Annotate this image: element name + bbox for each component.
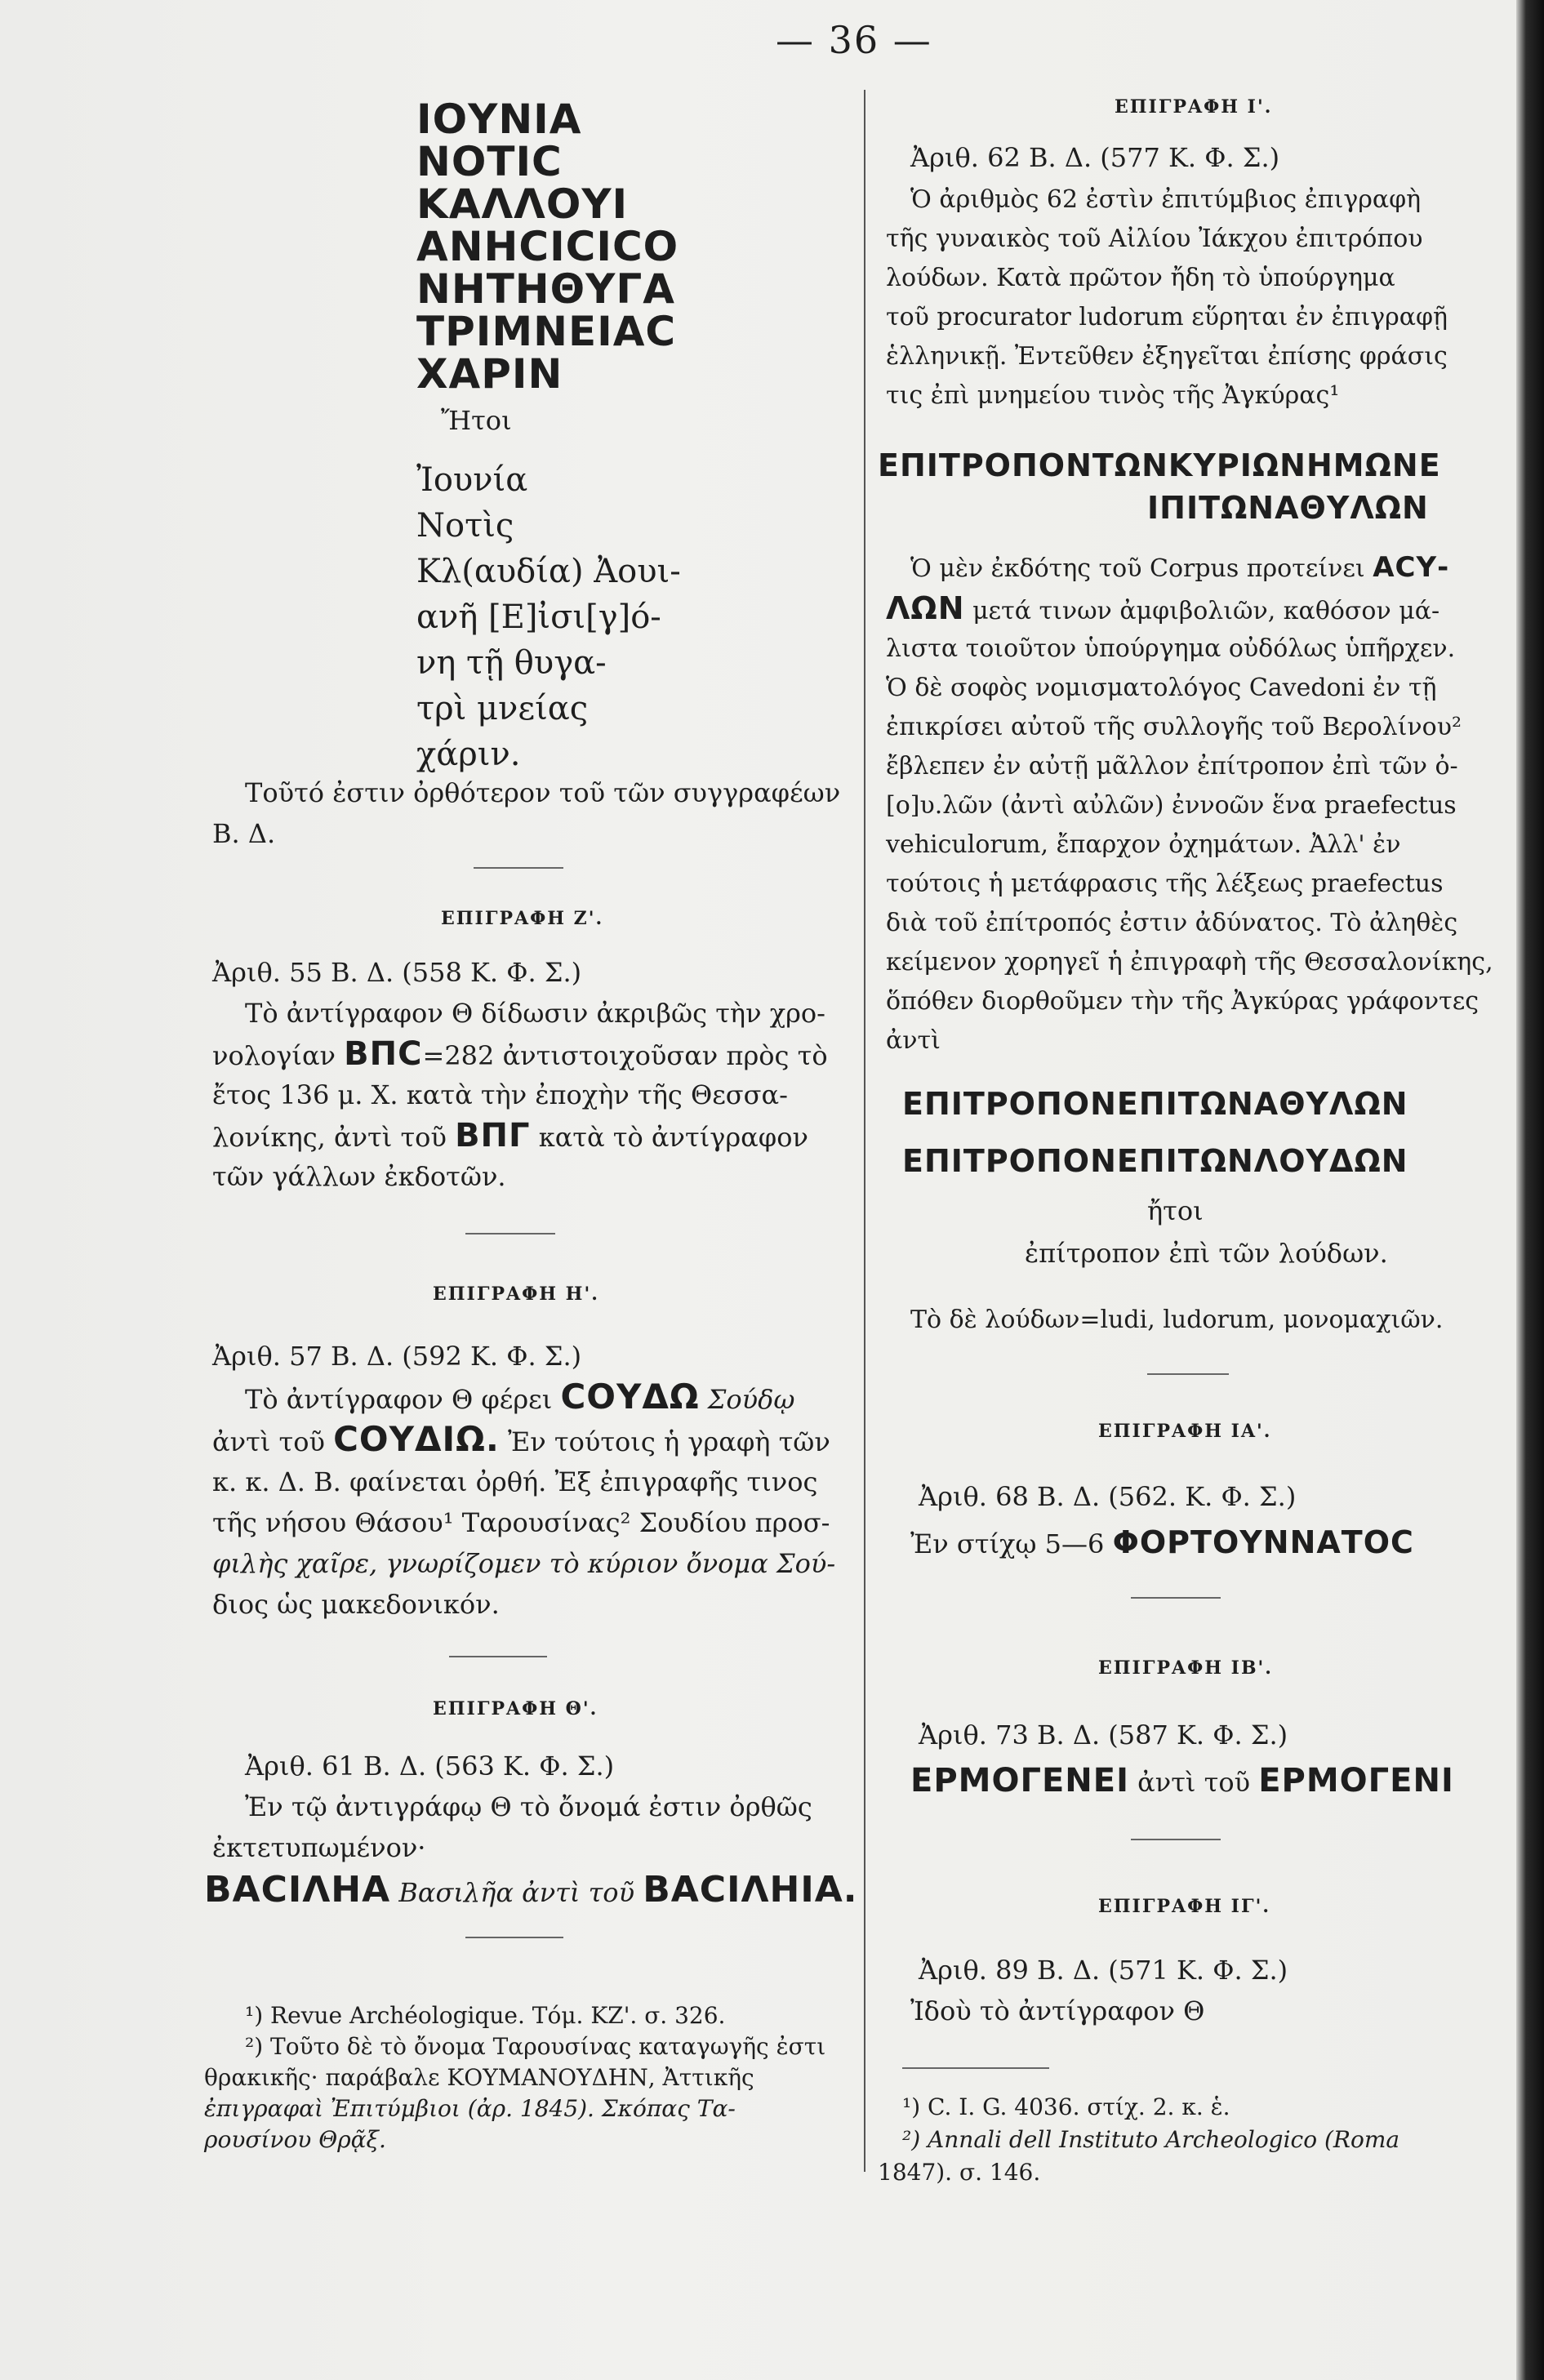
body-line: τις ἐπὶ μνημείου τινὸς τῆς Ἀγκύρας¹ [886,381,1340,410]
body-line: ἐπίτροπον ἐπὶ τῶν λούδων. [1025,1238,1388,1269]
text-span: μετά τινων ἀμφιβολιῶν, καθόσον μά- [972,597,1440,625]
body-line: τούτοις ἡ μετάφρασις τῆς λέξεως praefectus [886,870,1444,898]
body-line: ὅπόθεν διορθοῦμεν τὴν τῆς Ἀγκύρας γράφοντες [886,987,1479,1016]
inscription-line: ΙΟΥΝΙΑ [416,96,582,143]
inscription-line: ΝΟΤΙϹ [416,138,563,185]
body-line: διὰ τοῦ ἐπίτροπός ἐστιν ἀδύνατος. Τὸ ἀληθὲς [886,909,1458,937]
inscription-line: ΙΠΙΤΩΝΑΘΥΛΩΝ [1147,490,1429,526]
section-rule [1131,1597,1221,1599]
itoi-word: Ἤτοι [441,405,512,436]
section-heading: ΕΠΙΓΡΑΦΗ Θ'. [433,1698,598,1719]
section-rule [474,867,563,869]
body-line: [ο]υ.λῶν (ἀντὶ αὐλῶν) ἐννοῶν ἕνα praefectus [886,791,1457,820]
section-rule [465,1233,555,1234]
text-span: Βασιλῆα ἀντὶ τοῦ [398,1877,635,1908]
inscription-line: ΑΝΗϹΙϹΙϹΟ [416,223,679,270]
section-heading: ΕΠΙΓΡΑΦΗ ΙΒ'. [1098,1657,1273,1679]
body-line: ἐκτετυπωμένον· [212,1832,426,1863]
body-line: διος ὡς μακεδονικόν. [212,1589,500,1620]
inscription-fragment: ΒΑϹΙΛΗΙΑ. [643,1869,858,1911]
transcription-line: τρὶ μνείας [416,690,589,727]
body-line: τοῦ procurator ludorum εὕρηται ἐν ἐπιγραφῇ [886,303,1448,331]
footnote-rule [902,2067,1049,2069]
footnote: ¹) C. I. G. 4036. στίχ. 2. κ. ἑ. [902,2093,1230,2120]
page-number: — 36 — [776,18,932,62]
body-line: τῶν γάλλων ἐκδοτῶν. [212,1161,506,1192]
body-line: Ἰδοὺ τὸ ἀντίγραφον Θ [910,1995,1205,2026]
text-span: Ἐν στίχῳ 5—6 [910,1528,1105,1559]
inscription-fragment: ΒΑϹΙΛΗΑ [204,1869,391,1911]
footnote: ¹) Revue Archéologique. Τόμ. ΚΖ'. σ. 326. [245,2002,726,2029]
body-line: τῆς νήσου Θάσου¹ Ταρουσίνας² Σουδίου προσ- [212,1507,830,1538]
body-line: ἔβλεπεν ἐν αὐτῇ μᾶλλον ἐπίτροπον ἐπὶ τῶν ὀ- [886,752,1458,781]
inscription-fragment: ϹΟΥΔΩ [560,1377,700,1417]
footnote: ²) Τοῦτο δὲ τὸ ὄνομα Ταρουσίνας καταγωγῆς ἐστι [245,2033,826,2060]
body-line: ἀντὶ [886,1026,941,1055]
reference-line: Ἀριθ. 73 Β. Δ. (587 Κ. Φ. Σ.) [919,1719,1288,1751]
text-span: ἀντὶ τοῦ [1137,1767,1251,1798]
inscription-fragment: ΕΡΜΟΓΕΝΙ [1258,1762,1454,1799]
body-line: Τοῦτό ἐστιν ὀρθότερον τοῦ τῶν συγγραφέων [245,777,841,808]
body-line: ἔτος 136 μ. Χ. κατὰ τὴν ἐποχὴν τῆς Θεσσα- [212,1079,788,1110]
reference-line: Ἀριθ. 57 Β. Δ. (592 Κ. Φ. Σ.) [212,1341,582,1372]
transcription-line: Ἰουνία [416,461,528,499]
body-line: ἤτοι [1147,1195,1204,1226]
body-line [910,1524,1414,1563]
inscription-line: ΕΠΙΤΡΟΠΟΝΕΠΙΤΩΝΑΘΥΛΩΝ [902,1086,1408,1122]
inscription-line: ΤΡΙΜΝΕΙΑϹ [416,308,677,355]
body-line: Ἐν τῷ ἀντιγράφῳ Θ τὸ ὄνομά ἐστιν ὀρθῶς [245,1791,812,1822]
body-line [910,1762,1454,1801]
inscription-line: ΕΠΙΤΡΟΠΟΝΕΠΙΤΩΝΛΟΥΔΩΝ [902,1143,1408,1179]
reference-line: Ἀριθ. 62 Β. Δ. (577 Κ. Φ. Σ.) [910,142,1280,173]
transcription-line: Κλ(αυδία) Ἀουι- [416,553,681,590]
section-heading: ΕΠΙΓΡΑΦΗ Ι'. [1115,96,1273,118]
section-rule [1147,1373,1229,1375]
transcription-line: χάριν. [416,736,521,773]
transcription-line: Νοτὶς [416,507,514,545]
transcription-line: νη τῇ θυγα- [416,644,607,682]
transcription-line: ανῆ [Ε]ἰσι[γ]ό- [416,598,661,636]
inscription-line: ΚΑΛΛΟΥΙ [416,180,629,228]
text-span: Τὸ ἀντίγραφον Θ φέρει [245,1384,553,1415]
reference-line: Ἀριθ. 61 Β. Δ. (563 Κ. Φ. Σ.) [245,1751,615,1782]
body-line [212,1035,828,1074]
body-line [204,1871,857,1911]
text-span: κατὰ τὸ ἀντίγραφον [538,1122,808,1153]
body-line: Τὸ δὲ λούδων=ludi, ludorum, μονομαχιῶν. [910,1306,1444,1334]
text-span: νολογίαν [212,1040,336,1071]
body-line [212,1421,830,1461]
body-line [212,1117,808,1156]
text-span: Σούδῳ [707,1384,795,1415]
column-divider [864,90,865,2172]
transcription-block [416,457,681,777]
inscription-fragment: ΒΠΓ [455,1117,531,1154]
body-line: φιλὴς χαῖρε, γνωρίζομεν τὸ κύριον ὄνομα Σού- [212,1548,836,1579]
body-line: ἐπικρίσει αὐτοῦ τῆς συλλογῆς τοῦ Βερολίνου² [886,713,1462,741]
inscription-fragment: ΒΠϹ [344,1035,423,1073]
body-line: κείμενον χορηγεῖ ἡ ἐπιγραφὴ τῆς Θεσσαλονίκης, [886,948,1493,976]
inscription-fragment: ϹΟΥΔΙΩ. [333,1419,500,1459]
inscription-fragment: ΕΡΜΟΓΕΝΕΙ [910,1762,1129,1799]
body-line: κ. κ. Δ. Β. φαίνεται ὀρθή. Ἐξ ἐπιγραφῆς τινος [212,1466,818,1497]
footnote: θρακικῆς· παράβαλε ΚΟΥΜΑΝΟΥΔΗΝ, Ἀττικῆς [204,2064,754,2091]
inscription-fragment: ΦΟΡΤΟΥΝΝΑΤΟϹ [1112,1524,1414,1560]
section-heading: ΕΠΙΓΡΑΦΗ ΙΑ'. [1098,1421,1272,1442]
footnote: ²) Annali dell Instituto Archeologico (Roma [902,2126,1400,2153]
text-span: λονίκης, ἀντὶ τοῦ [212,1122,447,1153]
body-line [910,549,1449,588]
inscription-block [416,96,679,398]
reference-line: Ἀριθ. 68 Β. Δ. (562. Κ. Φ. Σ.) [919,1481,1297,1512]
body-line: λούδων. Κατὰ πρῶτον ἤδη τὸ ὑπούργημα [886,264,1395,292]
reference-line: Ἀριθ. 55 Β. Δ. (558 Κ. Φ. Σ.) [212,957,582,988]
body-line: τῆς γυναικὸς τοῦ Αἰλίου Ἰάκχου ἐπιτρόπου [886,225,1423,253]
page-binding-edge [1516,0,1544,2380]
footnote: ἐπιγραφαὶ Ἐπιτύμβιοι (ἀρ. 1845). Σκόπας Τα- [204,2095,736,2122]
body-line: Τὸ ἀντίγραφον Θ δίδωσιν ἀκριβῶς τὴν χρο- [245,998,825,1029]
inscription-fragment: ΑϹΥ- [1373,551,1450,584]
inscription-line: ΕΠΙΤΡΟΠΟΝΤΩΝΚΥΡΙΩΝΗΜΩΝΕ [878,447,1441,483]
body-line: vehiculorum, ἔπαρχον ὀχημάτων. Ἀλλ' ἐν [886,830,1401,859]
footnote: ρουσίνου Θρᾷξ. [204,2126,386,2153]
text-span: ἀντὶ τοῦ [212,1426,325,1457]
text-span: =282 ἀντιστοιχοῦσαν πρὸς τὸ [422,1040,828,1071]
body-line: Β. Δ. [212,818,276,849]
inscription-line: ΧΑΡΙΝ [416,350,563,398]
body-line: Ὁ δὲ σοφὸς νομισματολόγος Cavedoni ἐν τῇ [886,674,1437,702]
body-line [886,589,1439,630]
footnote-rule [465,1937,563,1938]
section-rule [1131,1839,1221,1840]
section-heading: ΕΠΙΓΡΑΦΗ ΙΓ'. [1098,1896,1270,1917]
body-line: Ὁ ἀριθμὸς 62 ἐστὶν ἐπιτύμβιος ἐπιγραφὴ [910,185,1422,214]
body-line: λιστα τοιοῦτον ὑπούργημα οὐδόλως ὑπῆρχεν. [886,634,1456,663]
body-line [245,1378,794,1418]
reference-line: Ἀριθ. 89 Β. Δ. (571 Κ. Φ. Σ.) [919,1955,1288,1986]
inscription-fragment: ΛΩΝ [886,590,965,626]
text-span: Ὁ μὲν ἐκδότης τοῦ Corpus προτείνει [910,554,1365,583]
text-span: Ἐν τούτοις ἡ γραφὴ τῶν [507,1426,830,1457]
section-heading: ΕΠΙΓΡΑΦΗ Ζ'. [441,908,604,929]
section-rule [449,1656,547,1657]
section-heading: ΕΠΙΓΡΑΦΗ Η'. [433,1283,599,1305]
footnote: 1847). σ. 146. [878,2159,1041,2186]
body-line: ἑλληνικῇ. Ἐντεῦθεν ἐξηγεῖται ἐπίσης φράσις [886,342,1448,371]
inscription-line: ΝΗΤΗΘΥΓΑ [416,265,675,313]
